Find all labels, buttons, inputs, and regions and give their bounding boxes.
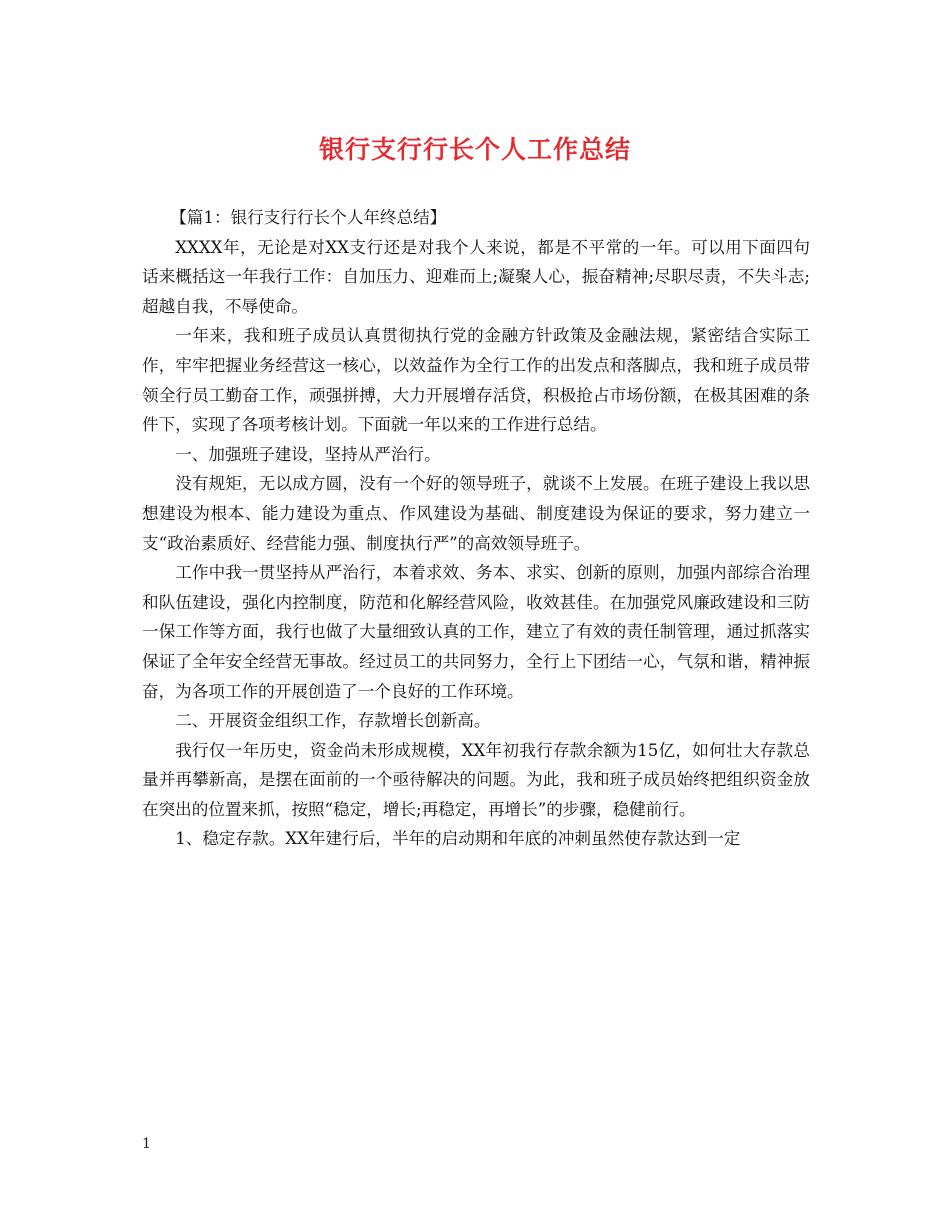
subsection-heading: 二、开展资金组织工作，存款增长创新高。 xyxy=(175,711,491,731)
body-paragraph: 1、稳定存款。XX年建行后，半年的启动期和年底的冲刺虽然使存款达到一定 xyxy=(175,829,741,849)
document-body xyxy=(142,203,810,854)
page-number: 1 xyxy=(142,1136,151,1152)
body-paragraph: 没有规矩，无以成方圆，没有一个好的领导班子，就谈不上发展。在班子建设上我以思想建设为根本、能力建设为重点、作风建设为基础、制度建设为保证的要求，努力建立一支“政治素质好、经营能力强、制度执行严”的高效领导班子。 xyxy=(142,474,810,553)
body-paragraph: 一年来，我和班子成员认真贯彻执行党的金融方针政策及金融法规，紧密结合实际工作，牢牢把握业务经营这一核心，以效益作为全行工作的出发点和落脚点，我和班子成员带领全行员工勤奋工作，顽强拼搏，大力开展增存活贷，积极抢占市场份额，在极其困难的条件下，实现了各项考核计划。下面就一年以来的工作进行总结。 xyxy=(142,326,810,435)
body-paragraph: XXXX年，无论是对XX支行还是对我个人来说，都是不平常的一年。可以用下面四句话来概括这一年我行工作：自加压力、迎难而上;凝聚人心，振奋精神;尽职尽责，不失斗志;超越自我，不辱使命。 xyxy=(142,237,810,316)
body-paragraph: 我行仅一年历史，资金尚未形成规模，XX年初我行存款余额为15亿，如何壮大存款总量并再攀新高，是摆在面前的一个亟待解决的问题。为此，我和班子成员始终把组织资金放在突出的位置来抓，按照“稳定，增长;再稳定，再增长”的步骤，稳健前行。 xyxy=(142,740,810,819)
body-paragraph: 工作中我一贯坚持从严治行，本着求效、务本、求实、创新的原则，加强内部综合治理和队伍建设，强化内控制度，防范和化解经营风险，收效甚佳。在加强党风廉政建设和三防一保工作等方面，我行也做了大量细致认真的工作，建立了有效的责任制管理，通过抓落实保证了全年安全经营无事故。经过员工的共同努力，全行上下团结一心，气氛和谐，精神振奋，为各项工作的开展创造了一个良好的工作环境。 xyxy=(142,563,810,701)
subsection-heading: 一、加强班子建设，坚持从严治行。 xyxy=(175,444,441,464)
section-heading: 【篇1：银行支行行长个人年终总结】 xyxy=(170,208,447,227)
document-title: 银行支行行长个人工作总结 xyxy=(318,135,631,164)
